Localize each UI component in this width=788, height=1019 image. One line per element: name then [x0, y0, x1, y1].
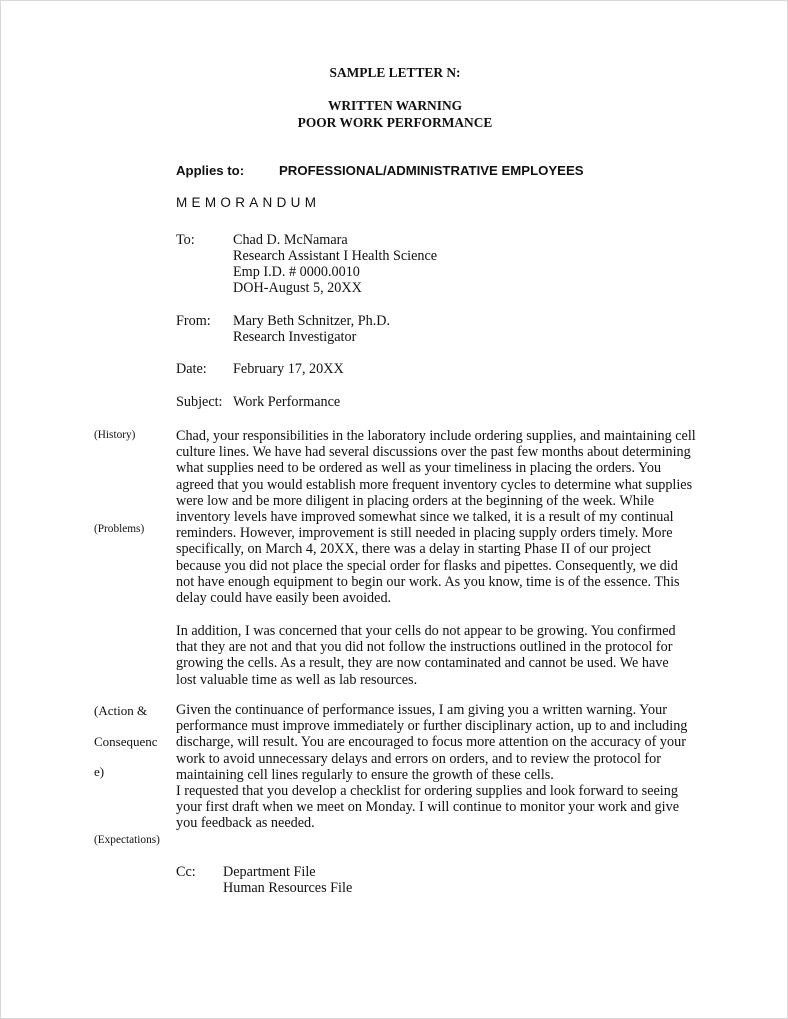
- paragraph-history: [176, 428, 696, 606]
- subtitle-line: POOR WORK PERFORMANCE: [297, 115, 493, 130]
- cc-label: Cc:: [176, 864, 196, 880]
- applies-value: PROFESSIONAL/ADMINISTRATIVE EMPLOYEES: [279, 163, 584, 178]
- text-line: inventory levels have improved somewhat since we talked, it is a result of my continual: [176, 508, 674, 525]
- text-line: maintaining cell lines regularly to ensure the growth of these cells.: [176, 766, 554, 783]
- from-label: From:: [176, 313, 211, 329]
- text-line: culture lines. We have had several discussions over the past few months about determining: [176, 444, 691, 461]
- text-line: Chad, your responsibilities in the laboratory include ordering supplies, and maintaining cell: [176, 428, 696, 444]
- margin-note-action: Consequenc: [94, 734, 158, 749]
- applies-label: Applies to:: [176, 163, 245, 178]
- subject-value: Work Performance: [233, 394, 341, 410]
- text-line: I requested that you develop a checklist for ordering supplies and look forward to seeing: [176, 783, 678, 799]
- text-line: lost valuable time as well as lab resources.: [176, 671, 418, 688]
- text-line: because you did not place the special order for flasks and pipettes. Consequently, we did: [176, 557, 678, 574]
- margin-note-action: (Action &: [94, 703, 148, 718]
- margin-note-action: e): [94, 764, 105, 779]
- text-line: your first draft when we meet on Monday. I will continue to monitor your work and give: [176, 799, 680, 816]
- to-line: Emp I.D. # 0000.0010: [233, 264, 360, 280]
- cc-line: Human Resources File: [223, 880, 353, 896]
- cc-line: Department File: [223, 864, 316, 880]
- text-line: In addition, I was concerned that your cells do not appear to be growing. You confirmed: [176, 623, 676, 639]
- text-line: that they are not and that you did not follow the instructions outlined in the protocol for: [176, 639, 673, 656]
- to-label: To:: [176, 232, 195, 248]
- from-line: Mary Beth Schnitzer, Ph.D.: [233, 313, 391, 329]
- text-line: specifically, on March 4, 20XX, there was a delay in starting Phase II of our project: [176, 541, 651, 558]
- subtitle-line: WRITTEN WARNING: [327, 98, 463, 113]
- text-line: delay could have easily been avoided.: [176, 589, 392, 606]
- margin-note-expectations: (Expectations): [94, 834, 160, 846]
- paragraph-additional: [176, 623, 676, 688]
- text-line: discharge, will result. You are encouraged to focus more attention on the accuracy of your: [176, 734, 686, 751]
- text-line: growing the cells. As a result, they are now contaminated and cannot be used. We have: [176, 655, 669, 672]
- text-line: were low and be more diligent in placing orders at the beginning of the week. While: [176, 492, 655, 509]
- text-line: you feedback as needed.: [176, 815, 315, 832]
- to-line: Chad D. McNamara: [233, 232, 348, 248]
- text-line: performance must improve immediately or further disciplinary action, up to and including: [176, 718, 688, 735]
- subject-label: Subject:: [176, 394, 223, 410]
- to-line: DOH-August 5, 20XX: [233, 280, 362, 296]
- text-line: reminders. However, improvement is still needed in placing supply orders timely. More: [176, 525, 673, 542]
- paragraph-expectations: [176, 783, 679, 832]
- text-line: what supplies need to be ordered as well as your timeliness in placing the orders. You: [176, 460, 662, 477]
- date-value: February 17, 20XX: [233, 361, 344, 377]
- text-line: Given the continuance of performance issues, I am giving you a written warning. Your: [176, 702, 667, 718]
- from-line: Research Investigator: [233, 329, 357, 345]
- memorandum-heading: MEMORANDUM: [176, 195, 321, 210]
- text-line: agreed that you would establish more frequent inventory cycles to determine what supplies: [176, 476, 693, 493]
- text-line: work to avoid unnecessary delays and errors on orders, and to review the protocol for: [176, 750, 661, 767]
- to-line: Research Assistant I Health Science: [233, 248, 438, 264]
- margin-note-problems: (Problems): [94, 523, 145, 535]
- text-line: not have enough equipment to begin our work. As you know, time is of the essence. This: [176, 573, 680, 590]
- margin-note-history: (History): [94, 429, 136, 441]
- date-label: Date:: [176, 361, 207, 377]
- letter-title: SAMPLE LETTER N:: [329, 65, 461, 80]
- paragraph-action: [176, 702, 687, 783]
